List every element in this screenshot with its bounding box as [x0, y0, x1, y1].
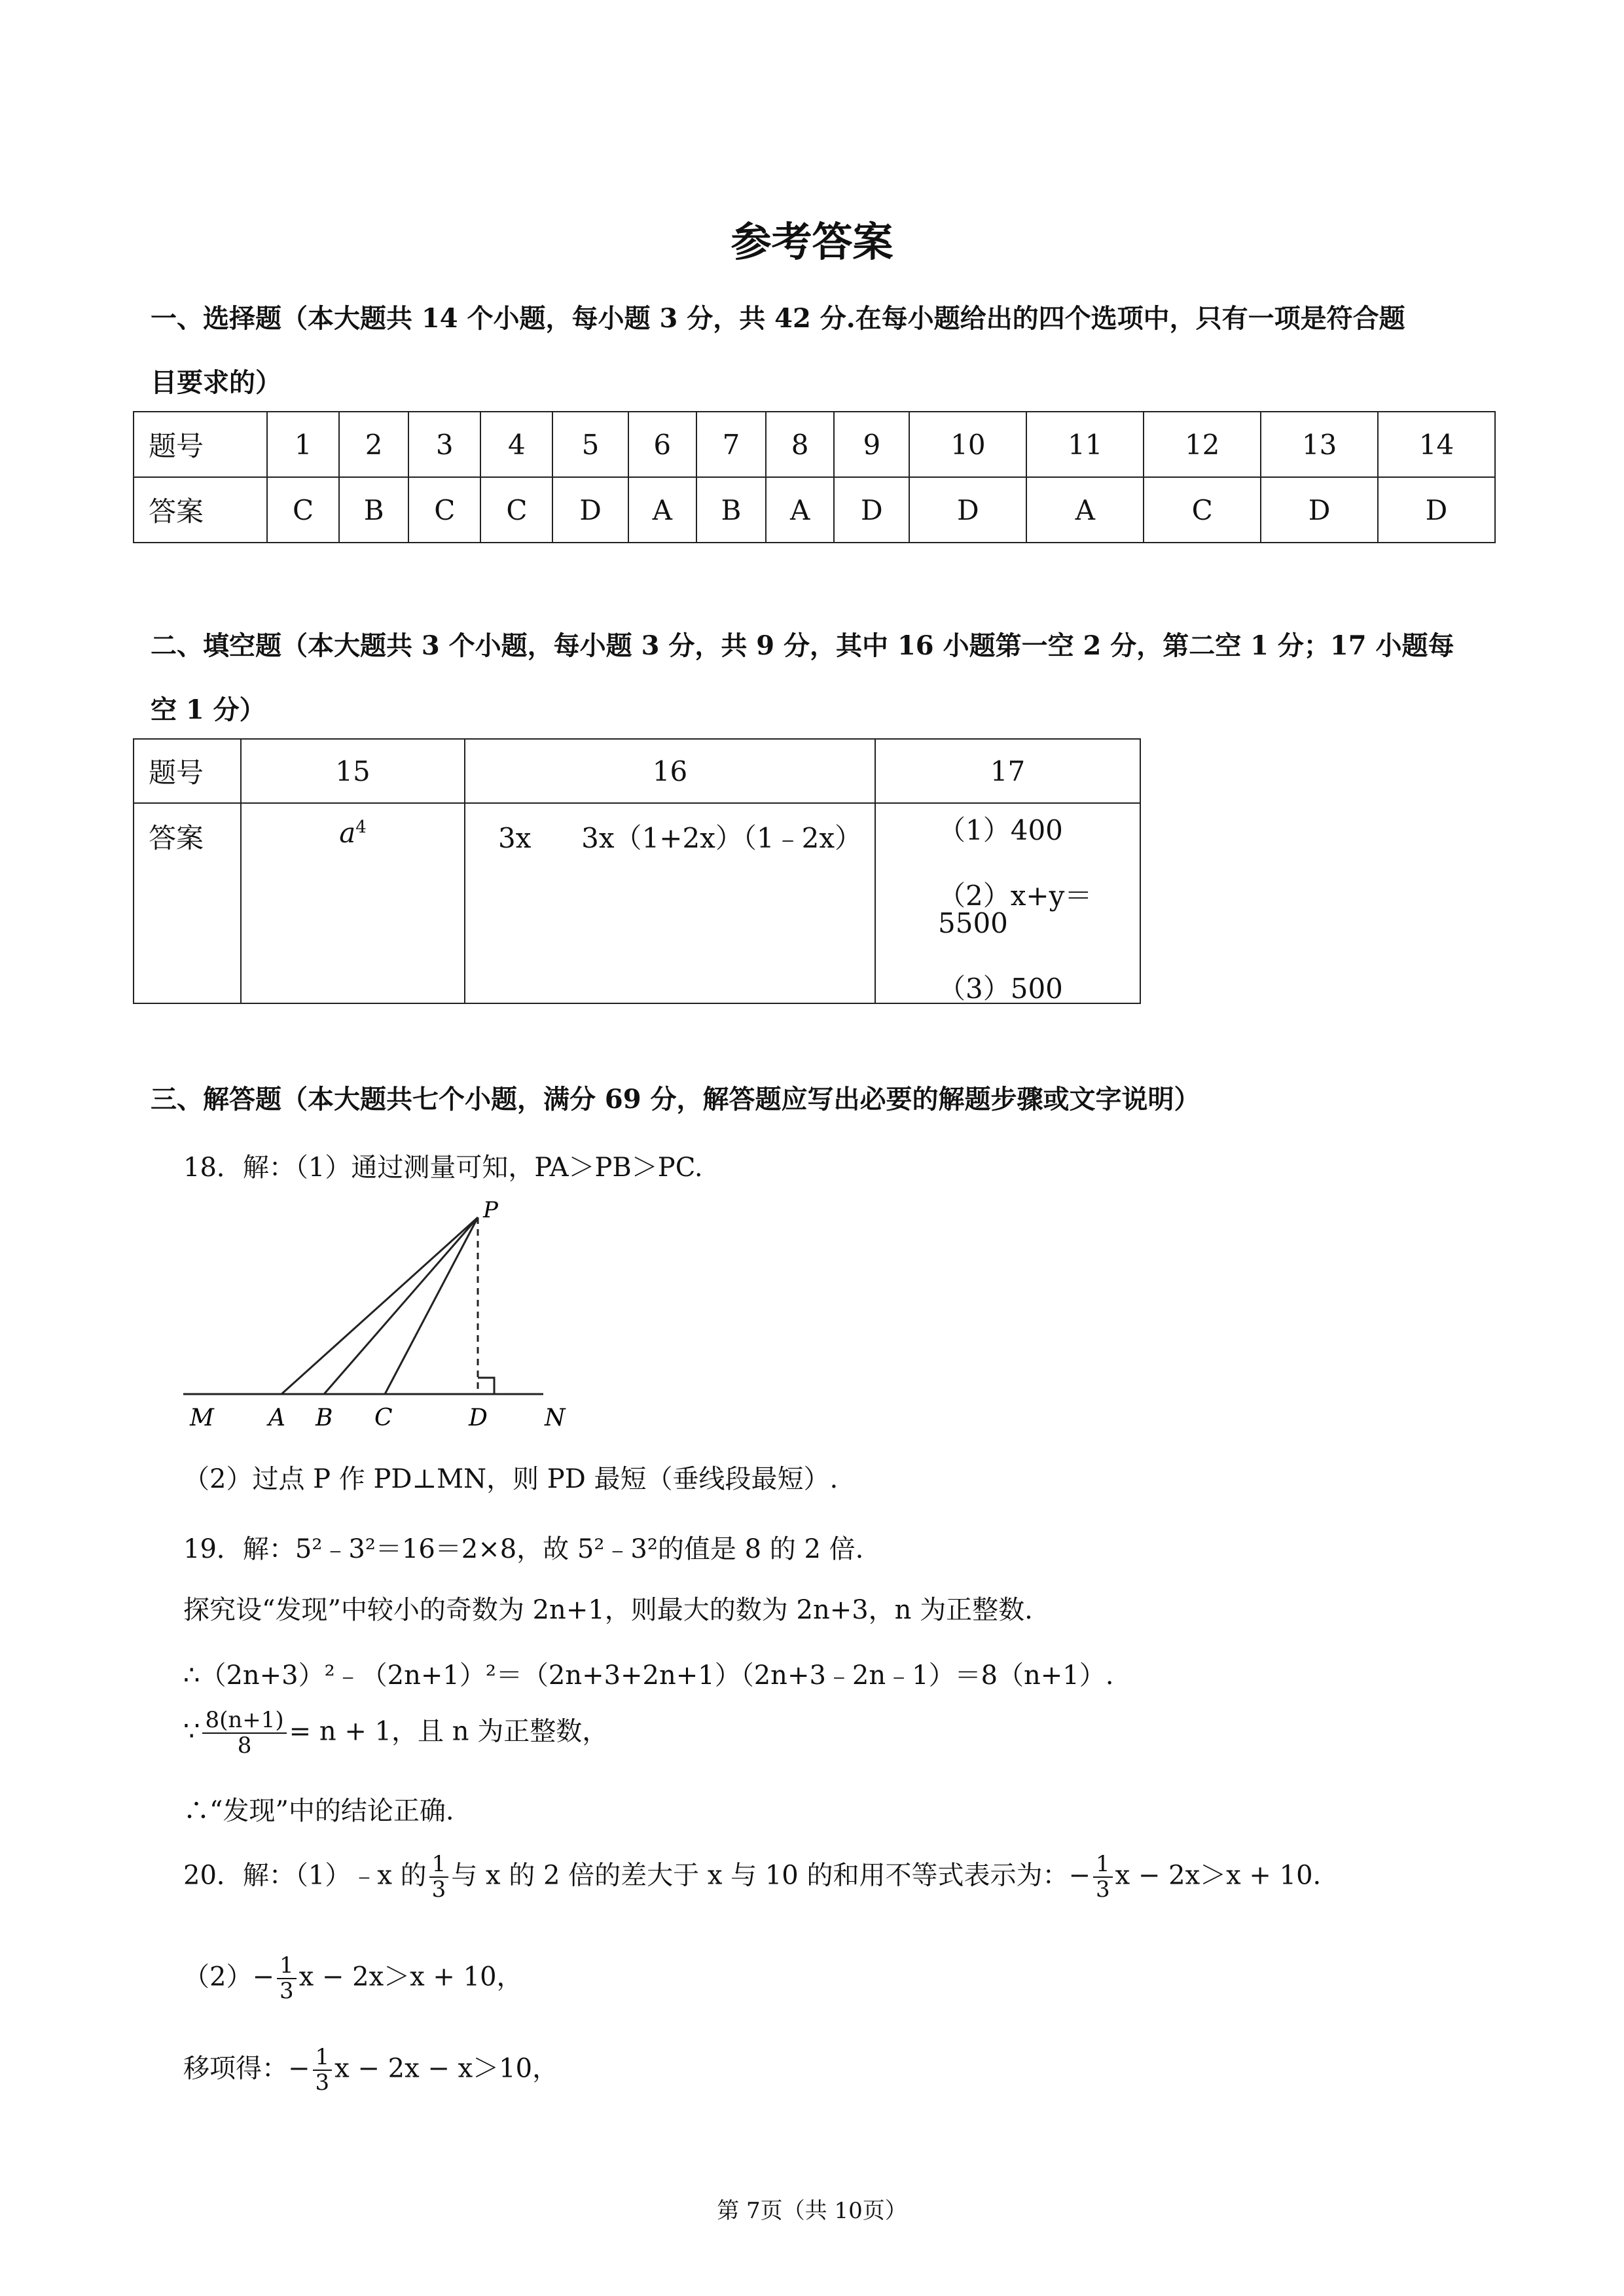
fraction-one-third	[313, 2045, 333, 2096]
q20-line3	[183, 2045, 558, 2096]
a-cell: D	[1261, 477, 1378, 543]
section1-heading-line2: 目要求的）	[151, 367, 281, 398]
q-cell: 2	[339, 412, 408, 477]
fraction-denominator: 3	[431, 1876, 446, 1903]
q20-line3-part-a: 移项得：−	[183, 2053, 310, 2084]
choice-answer-table	[133, 411, 1496, 543]
q-cell: 11	[1026, 412, 1144, 477]
a-cell: B	[339, 477, 408, 543]
answer-15-base: a	[339, 817, 356, 849]
answer-16-part2: 3x（1+2x）（1﹣2x）	[581, 822, 863, 854]
q20-line1-part-a: 20．解：（1）﹣x 的	[183, 1860, 427, 1891]
fraction-denominator: 3	[315, 2070, 330, 2096]
label-a: A	[268, 1405, 285, 1431]
label-p: P	[483, 1198, 498, 1223]
q18-line1: 18．解：（1）通过测量可知，PA＞PB＞PC.	[183, 1153, 703, 1183]
answer-15-exponent: 4	[355, 817, 367, 837]
label-b: B	[316, 1405, 333, 1431]
a-cell: C	[480, 477, 552, 543]
q-cell: 16	[465, 739, 875, 803]
q-cell: 9	[834, 412, 909, 477]
fraction-denominator: 8	[237, 1732, 252, 1759]
a-cell: A	[766, 477, 834, 543]
answer-17-item: （3）500	[938, 973, 1063, 1005]
q20-line2	[183, 1954, 523, 2004]
right-angle-mark	[478, 1378, 494, 1394]
fraction-numerator: 1	[1093, 1852, 1113, 1878]
section3-heading: 三、解答题（本大题共七个小题，满分 69 分，解答题应写出必要的解题步骤或文字说明）	[151, 1084, 1200, 1115]
page-title: 参考答案	[731, 218, 893, 266]
answer-17	[875, 803, 1140, 1003]
a-cell: C	[408, 477, 480, 543]
a-cell: D	[1378, 477, 1495, 543]
fill-answer-table	[133, 738, 1141, 1004]
fraction-numerator: 1	[277, 1954, 297, 1979]
a-cell: A	[628, 477, 696, 543]
q-cell: 6	[628, 412, 696, 477]
fraction-denominator: 3	[1095, 1876, 1110, 1903]
q19-line4	[183, 1708, 608, 1759]
row-header-question: 题号	[134, 739, 241, 803]
q20-line2-part-a: （2）−	[183, 1962, 274, 1992]
fraction-8n1-over-8	[202, 1708, 286, 1759]
q-cell: 1	[267, 412, 339, 477]
q-cell: 13	[1261, 412, 1378, 477]
answer-15	[241, 803, 465, 1003]
segment-pa	[281, 1217, 478, 1394]
q20-line1-part-b: 与 x 的 2 倍的差大于 x 与 10 的和用不等式表示为：−	[451, 1860, 1091, 1891]
q-cell: 10	[909, 412, 1026, 477]
answer-16-part1: 3x	[498, 822, 532, 854]
answer-17-item: （1）400	[938, 814, 1063, 846]
label-c: C	[374, 1405, 393, 1431]
fraction-denominator: 3	[279, 1978, 294, 2005]
page-footer: 第 7页（共 10页）	[717, 2198, 907, 2224]
segment-pb	[324, 1217, 478, 1394]
q-cell: 5	[552, 412, 628, 477]
q-cell: 14	[1378, 412, 1495, 477]
q20-line2-part-b: x − 2x＞x + 10，	[298, 1962, 523, 1992]
fraction-one-third	[277, 1954, 297, 2004]
q-cell: 4	[480, 412, 552, 477]
q19-line3: ∴（2n+3）²﹣（2n+1）²＝（2n+3+2n+1）（2n+3﹣2n﹣1）＝8（n+1）.	[183, 1660, 1114, 1691]
label-n: N	[545, 1405, 566, 1431]
row-header-answer: 答案	[134, 477, 267, 543]
table-row	[134, 477, 1495, 543]
row-header-answer: 答案	[134, 803, 241, 1003]
answer-17-item: （2）x+y＝5500	[938, 880, 1092, 939]
q20-line1-part-c: x − 2x＞x + 10.	[1115, 1860, 1322, 1891]
q-cell: 15	[241, 739, 465, 803]
because-symbol: ∵	[183, 1716, 200, 1747]
q20-line1	[183, 1852, 1321, 1903]
a-cell: D	[834, 477, 909, 543]
a-cell: D	[552, 477, 628, 543]
answer-16	[465, 803, 875, 1003]
segment-pc	[385, 1217, 478, 1394]
a-cell: B	[696, 477, 766, 543]
section1-heading-line1: 一、选择题（本大题共 14 个小题，每小题 3 分，共 42 分.在每小题给出的四个选项中，只有一项是符合题	[151, 303, 1405, 334]
label-m: M	[190, 1405, 214, 1431]
fraction-numerator: 1	[429, 1852, 449, 1878]
fraction-one-third	[429, 1852, 449, 1903]
a-cell: C	[267, 477, 339, 543]
q20-line3-part-b: x − 2x − x＞10，	[334, 2053, 559, 2084]
table-row	[134, 803, 1140, 1003]
section2-heading-line2: 空 1 分）	[151, 694, 266, 725]
section2-heading-line1: 二、填空题（本大题共 3 个小题，每小题 3 分，共 9 分，其中 16 小题第一空 2 分，第二空 1 分；17 小题每	[151, 630, 1454, 661]
perpendicular-figure	[177, 1198, 583, 1440]
q18-line2: （2）过点 P 作 PD⊥MN，则 PD 最短（垂线段最短）.	[183, 1464, 839, 1494]
q19-line5: ∴“发现”中的结论正确.	[183, 1796, 454, 1826]
q19-line1: 19．解：5²﹣3²＝16＝2×8，故 5²﹣3²的值是 8 的 2 倍.	[183, 1534, 864, 1564]
a-cell: C	[1144, 477, 1261, 543]
table-row	[134, 412, 1495, 477]
q-cell: 17	[875, 739, 1140, 803]
row-header-question: 题号	[134, 412, 267, 477]
a-cell: D	[909, 477, 1026, 543]
q19-line4-text: = n + 1，且 n 为正整数，	[289, 1716, 609, 1747]
label-d: D	[469, 1405, 488, 1431]
fraction-numerator: 8(n+1)	[202, 1708, 286, 1734]
q-cell: 12	[1144, 412, 1261, 477]
fraction-numerator: 1	[313, 2045, 333, 2071]
table-row	[134, 739, 1140, 803]
q-cell: 3	[408, 412, 480, 477]
a-cell: A	[1026, 477, 1144, 543]
fraction-one-third	[1093, 1852, 1113, 1903]
q-cell: 7	[696, 412, 766, 477]
q19-line2: 探究设“发现”中较小的奇数为 2n+1，则最大的数为 2n+3，n 为正整数.	[183, 1595, 1033, 1625]
q-cell: 8	[766, 412, 834, 477]
